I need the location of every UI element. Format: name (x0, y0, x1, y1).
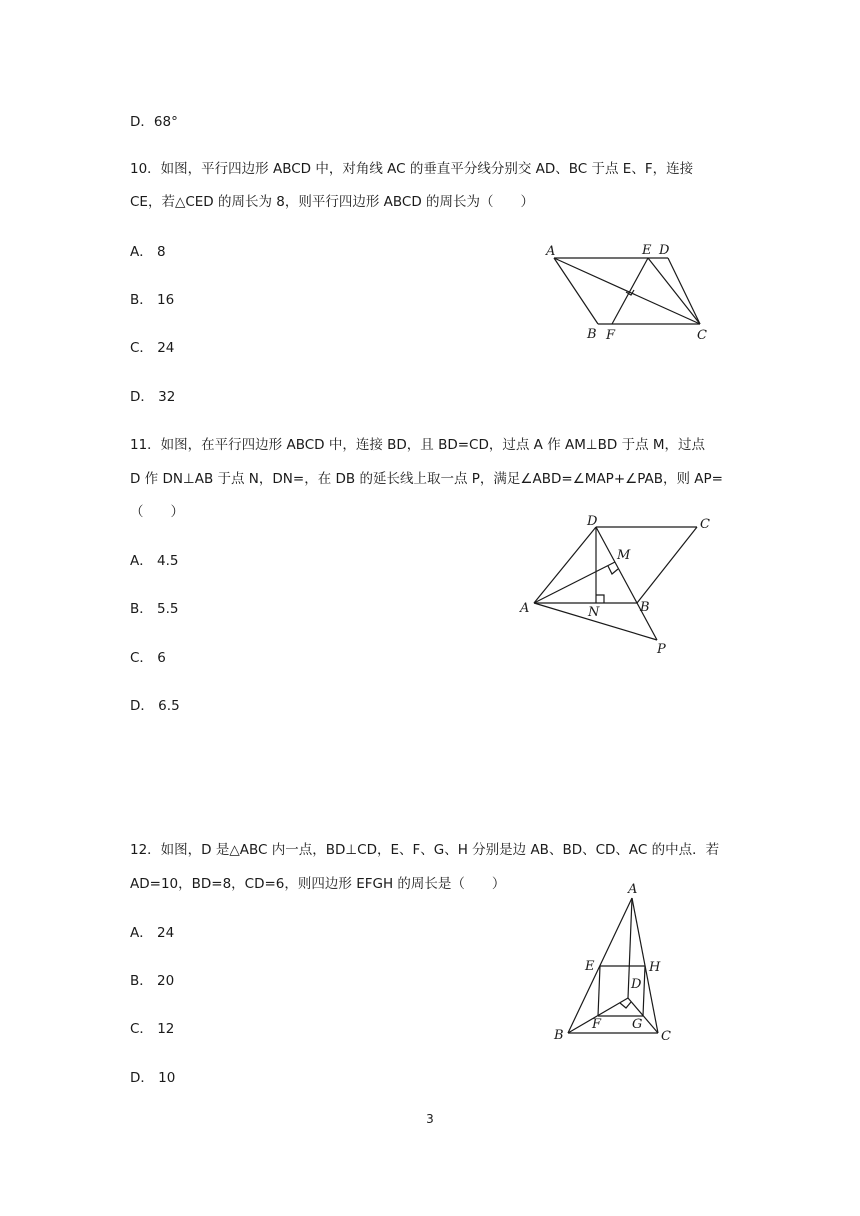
q11-stem-line3: （ ） (130, 504, 184, 520)
q10-label-d: D (659, 243, 670, 258)
q12-option-a: A． 24 (130, 925, 175, 941)
q12-option-b: B． 20 (130, 973, 175, 989)
q11-label-m: M (617, 548, 631, 563)
q12-label-d: D (631, 977, 642, 992)
q12-label-e: E (585, 959, 595, 974)
q12-label-h: H (649, 960, 661, 975)
q12-label-a: A (628, 882, 638, 897)
q12-label-b: B (554, 1028, 564, 1043)
q10-label-f: F (606, 328, 616, 343)
q12-label-c: C (661, 1029, 671, 1044)
q10-option-c: C． 24 (130, 340, 175, 356)
q10-option-b: B． 16 (130, 292, 175, 308)
q11-stem-line2: D 作 DN⊥AB 于点 N，DN=，在 DB 的延长线上取一点 P，满足∠ABD=∠MAP+∠PAB，则 AP= (130, 471, 723, 487)
q11-label-c: C (700, 517, 710, 532)
q10-label-a: A (546, 244, 556, 259)
q12-figure (548, 876, 688, 1046)
q10-label-c: C (697, 328, 707, 343)
q11-label-b: B (640, 600, 650, 615)
q11-label-p: P (657, 642, 666, 657)
q12-label-g: G (632, 1017, 643, 1032)
q11-option-a: A． 4.5 (130, 553, 179, 569)
q11-stem-line1: 11．如图，在平行四边形 ABCD 中，连接 BD，且 BD=CD，过点 A 作 AM⊥BD 于点 M，过点 (130, 437, 706, 453)
q11-option-b: B． 5.5 (130, 601, 179, 617)
q11-option-c: C． 6 (130, 650, 166, 666)
q11-label-a: A (520, 601, 530, 616)
q10-stem-line1: 10．如图，平行四边形 ABCD 中，对角线 AC 的垂直平分线分别交 AD、BC 于点 E、F，连接 (130, 161, 694, 177)
q10-option-a: A． 8 (130, 244, 166, 260)
q12-option-d: D． 10 (130, 1070, 176, 1086)
q10-label-e: E (642, 243, 652, 258)
q12-stem-line2: AD=10，BD=8，CD=6，则四边形 EFGH 的周长是（ ） (130, 876, 506, 892)
q12-label-f: F (592, 1017, 602, 1032)
q10-option-d: D． 32 (130, 389, 176, 405)
q10-figure (540, 236, 720, 346)
q11-label-d: D (587, 514, 598, 529)
q10-stem-line2: CE，若△CED 的周长为 8，则平行四边形 ABCD 的周长为（ ） (130, 194, 535, 210)
q11-figure (515, 510, 725, 660)
page-number: 3 (426, 1112, 434, 1126)
q10-label-b: B (587, 327, 597, 342)
q12-option-c: C． 12 (130, 1021, 175, 1037)
q12-stem-line1: 12．如图，D 是△ABC 内一点，BD⊥CD，E、F、G、H 分别是边 AB、BD、CD、AC 的中点．若 (130, 842, 720, 858)
q11-label-n: N (588, 605, 600, 620)
q11-option-d: D． 6.5 (130, 698, 180, 714)
q9-option-d: D．68° (130, 114, 178, 130)
